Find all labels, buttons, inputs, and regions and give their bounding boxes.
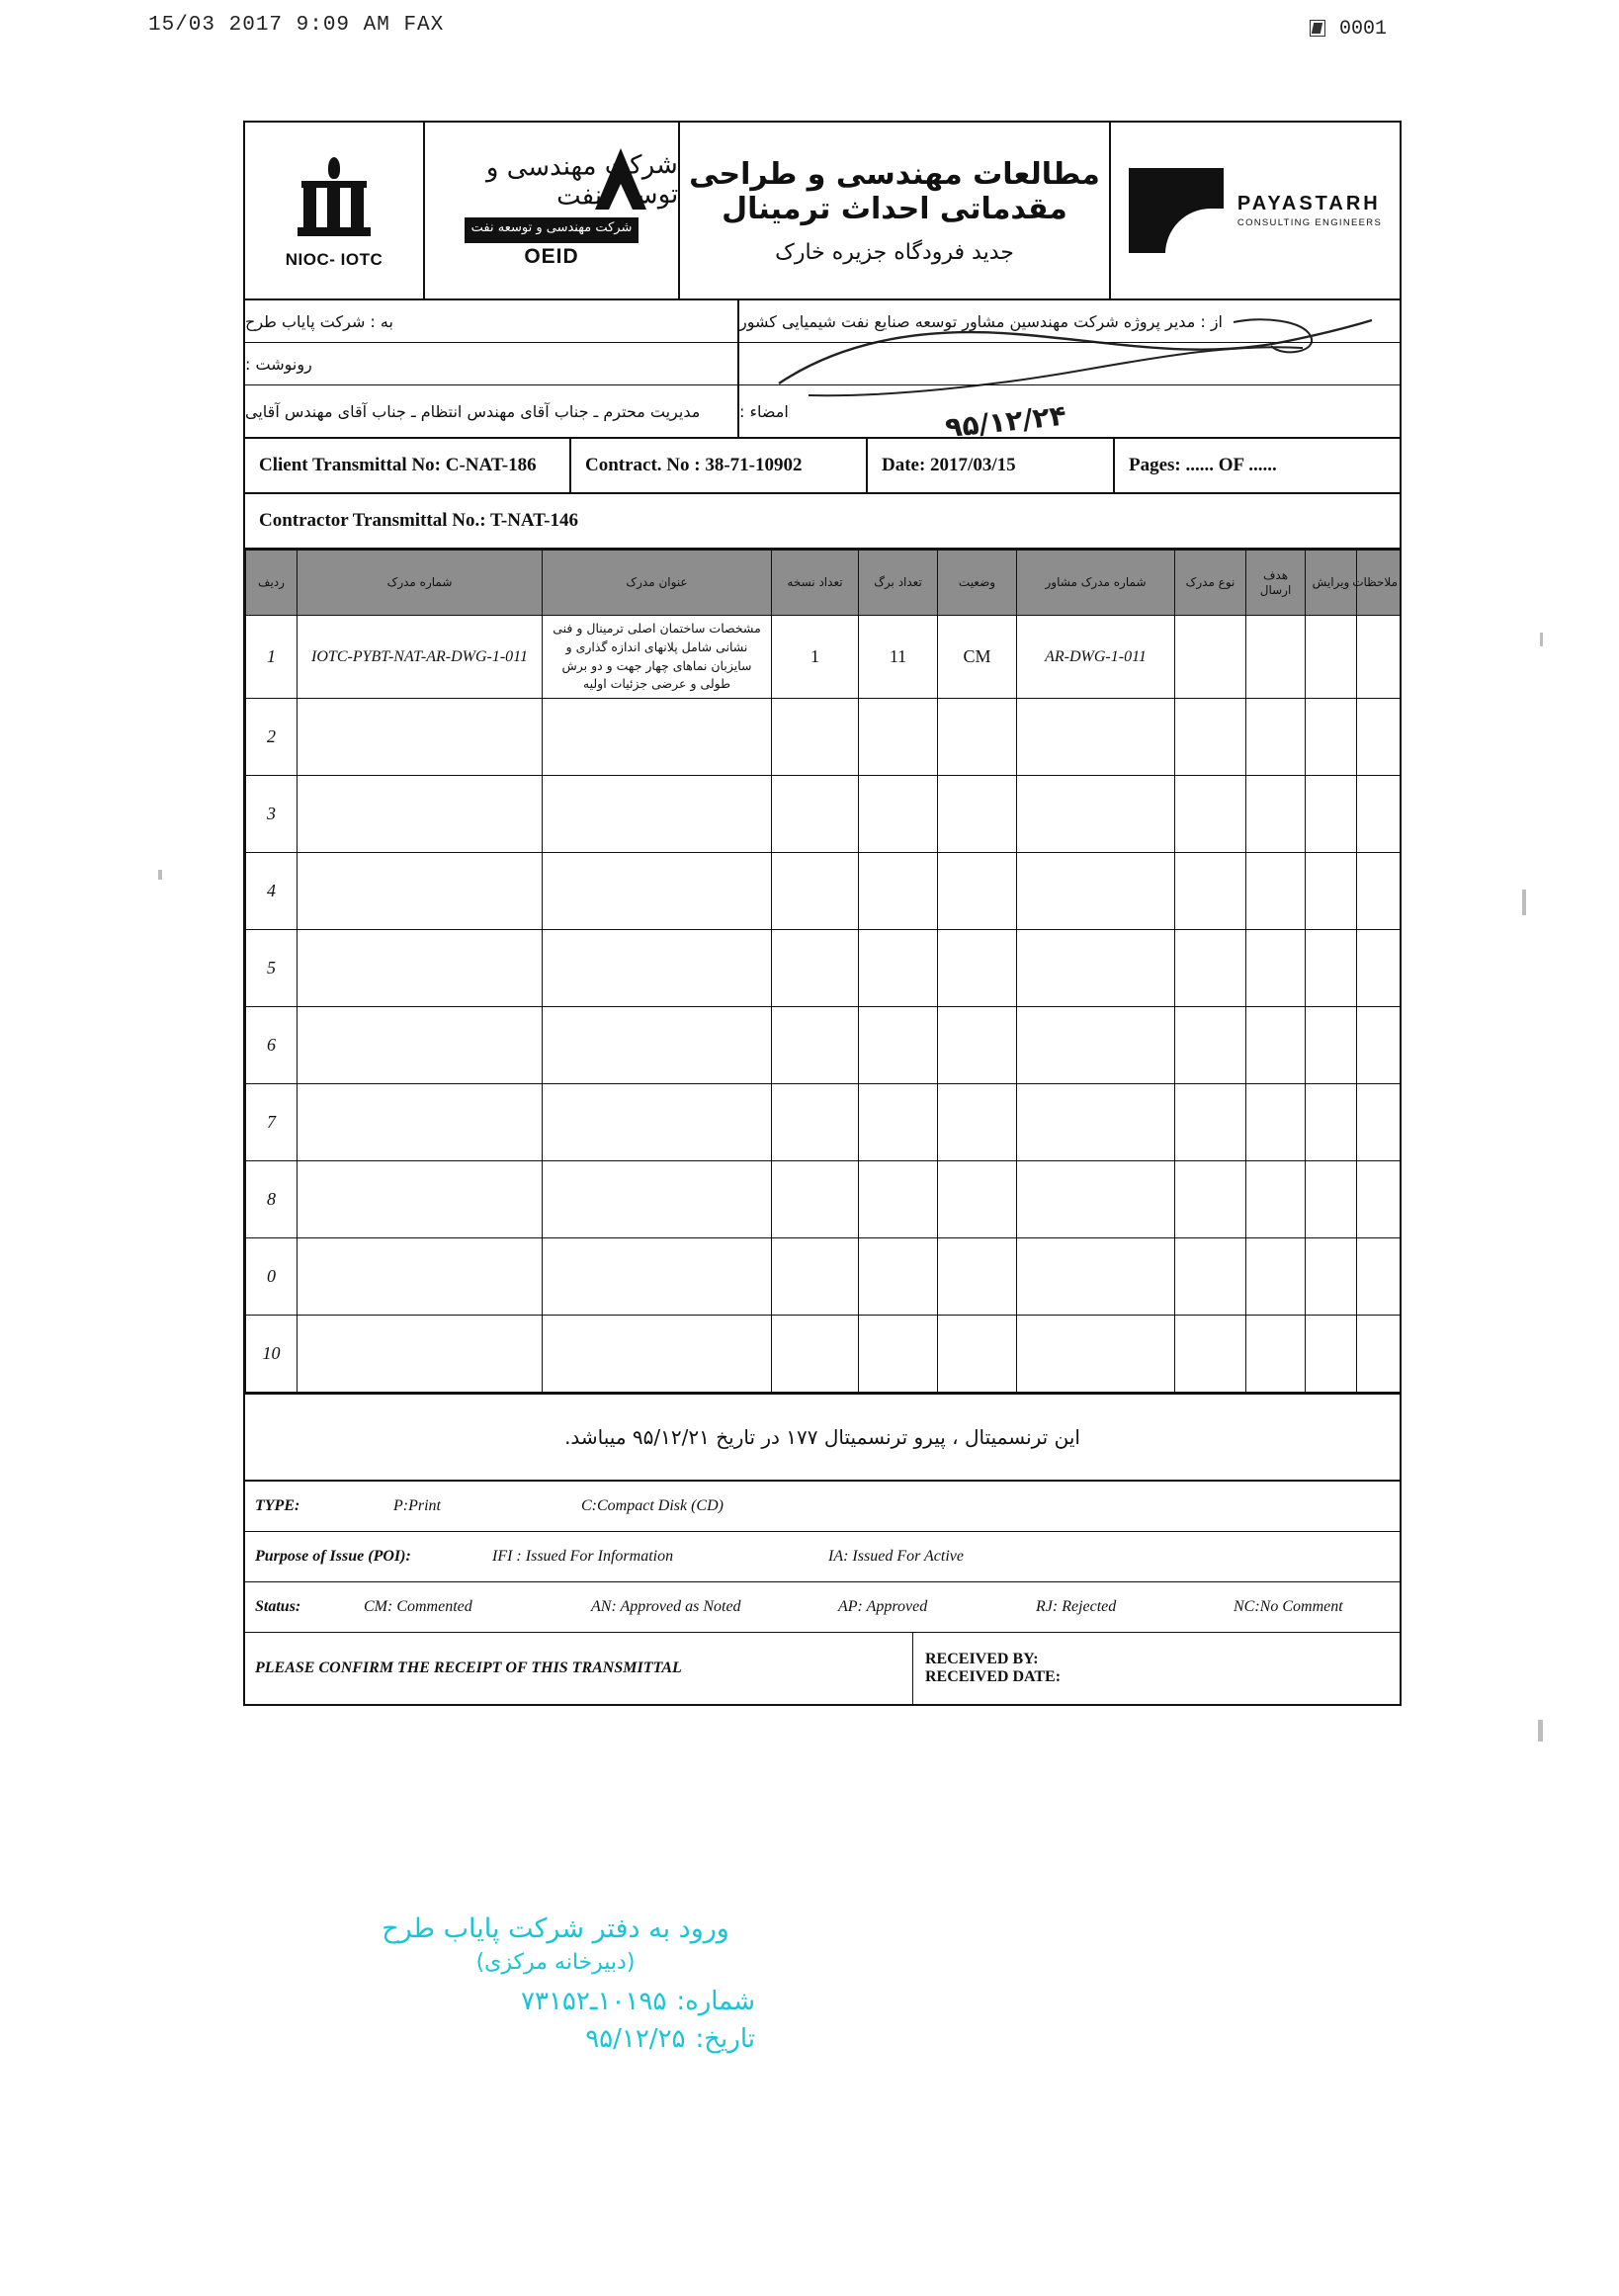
row-status bbox=[938, 1238, 1017, 1316]
row-remarks bbox=[1357, 699, 1401, 776]
scan-speck bbox=[1538, 1720, 1543, 1742]
oeid-logo-cell bbox=[425, 123, 680, 298]
payastarh-name: PAYASTARH bbox=[1236, 193, 1381, 214]
row-doc-no bbox=[298, 699, 543, 776]
legend-status-ap: AP: Approved bbox=[838, 1598, 928, 1615]
row-remarks bbox=[1357, 616, 1401, 699]
row-remarks bbox=[1357, 776, 1401, 853]
col-header-7: نوع مدرک bbox=[1175, 551, 1246, 616]
row-title bbox=[543, 1084, 772, 1161]
project-title-cell bbox=[680, 123, 1111, 298]
row-doc-no bbox=[298, 853, 543, 930]
project-title-line2: جدید فرودگاه جزیره خارک bbox=[775, 239, 1014, 265]
table-row bbox=[246, 1316, 1401, 1393]
row-consultant-doc-no bbox=[1017, 853, 1175, 930]
row-remarks bbox=[1357, 1007, 1401, 1084]
row-title bbox=[543, 699, 772, 776]
row-title bbox=[543, 1007, 772, 1084]
row-consultant-doc-no bbox=[1017, 1007, 1175, 1084]
row-copies bbox=[772, 699, 859, 776]
pages-field: Pages: ...... OF ...... bbox=[1129, 455, 1277, 475]
row-no: 6 bbox=[246, 1007, 298, 1084]
nioc-flame-logo-icon bbox=[298, 157, 371, 242]
row-status bbox=[938, 930, 1017, 1007]
legend-poi-ifi: IFI : Issued For Information bbox=[492, 1548, 674, 1565]
row-title bbox=[543, 853, 772, 930]
col-header-2: عنوان مدرک bbox=[543, 551, 772, 616]
document-footer bbox=[245, 1633, 1400, 1704]
row-doc-no: IOTC-PYBT-NAT-AR-DWG-1-011 bbox=[298, 616, 543, 699]
table-row bbox=[246, 616, 1401, 699]
row-sheets bbox=[859, 1007, 938, 1084]
row-remarks bbox=[1357, 1161, 1401, 1238]
row-remarks bbox=[1357, 1316, 1401, 1393]
row-type bbox=[1175, 1316, 1246, 1393]
confirm-receipt-text: PLEASE CONFIRM THE RECEIPT OF THIS TRANSMITTAL bbox=[245, 1633, 913, 1704]
payastarh-subtitle: CONSULTING ENGINEERS bbox=[1236, 217, 1383, 228]
row-type bbox=[1175, 930, 1246, 1007]
addressing-right bbox=[739, 300, 1400, 437]
row-poi bbox=[1246, 1084, 1306, 1161]
transmittal-date bbox=[868, 398, 1115, 492]
row-title: مشخصات ساختمان اصلی ترمینال و فنی نشانی شامل پلانهای اندازه گذاری و سایزبان نماهای چهار جهت و دو برش طولی و عرضی جزئیات اولیه bbox=[543, 616, 772, 699]
table-header-row bbox=[246, 551, 1401, 616]
row-copies bbox=[772, 930, 859, 1007]
row-sheets bbox=[859, 699, 938, 776]
legend-status-rj: RJ: Rejected bbox=[1036, 1598, 1117, 1615]
row-status bbox=[938, 1007, 1017, 1084]
table-row bbox=[246, 1238, 1401, 1316]
document-icon bbox=[1310, 20, 1325, 37]
row-poi bbox=[1246, 699, 1306, 776]
row-sheets bbox=[859, 853, 938, 930]
legend-status-label: Status: bbox=[255, 1598, 301, 1615]
row-no: 0 bbox=[246, 1238, 298, 1316]
client-transmittal-no: Client Transmittal No: C-NAT-186 bbox=[245, 439, 571, 492]
legend-type-row bbox=[245, 1482, 1400, 1532]
table-row bbox=[246, 699, 1401, 776]
row-rev bbox=[1306, 1084, 1357, 1161]
legend-type-cd: C:Compact Disk (CD) bbox=[581, 1497, 724, 1514]
row-rev bbox=[1306, 853, 1357, 930]
col-header-9: ویرایش bbox=[1306, 551, 1357, 616]
row-rev bbox=[1306, 699, 1357, 776]
row-type bbox=[1175, 853, 1246, 930]
row-sheets: 11 bbox=[859, 616, 938, 699]
row-no: 5 bbox=[246, 930, 298, 1007]
row-copies bbox=[772, 1161, 859, 1238]
row-rev bbox=[1306, 1007, 1357, 1084]
addressing-spacer-row bbox=[739, 343, 1400, 385]
row-no: 7 bbox=[246, 1084, 298, 1161]
payastarh-mark-icon bbox=[1129, 168, 1224, 253]
row-doc-no bbox=[298, 1084, 543, 1161]
row-title bbox=[543, 776, 772, 853]
legend-type-label: TYPE: bbox=[255, 1497, 300, 1514]
row-type bbox=[1175, 1161, 1246, 1238]
payastarh-logo-cell bbox=[1111, 123, 1400, 298]
row-remarks bbox=[1357, 853, 1401, 930]
row-poi bbox=[1246, 616, 1306, 699]
legend-status-an: AN: Approved as Noted bbox=[591, 1598, 741, 1615]
legend-status-cm: CM: Commented bbox=[364, 1598, 472, 1615]
row-remarks bbox=[1357, 930, 1401, 1007]
documents-table bbox=[245, 550, 1401, 1393]
reception-stamp bbox=[348, 1910, 763, 2095]
scan-speck bbox=[1540, 633, 1543, 646]
oeid-abbr: OEID bbox=[524, 245, 579, 268]
row-consultant-doc-no bbox=[1017, 1084, 1175, 1161]
row-rev bbox=[1306, 776, 1357, 853]
legend-status-row bbox=[245, 1582, 1400, 1633]
nioc-label: NIOC- IOTC bbox=[285, 250, 383, 269]
row-status bbox=[938, 699, 1017, 776]
row-doc-no bbox=[298, 1316, 543, 1393]
row-rev bbox=[1306, 616, 1357, 699]
row-copies: 1 bbox=[772, 616, 859, 699]
table-row bbox=[246, 930, 1401, 1007]
row-type bbox=[1175, 699, 1246, 776]
row-doc-no bbox=[298, 1238, 543, 1316]
row-poi bbox=[1246, 1316, 1306, 1393]
row-no: 8 bbox=[246, 1161, 298, 1238]
col-header-3: تعداد نسخه bbox=[772, 551, 859, 616]
contractor-transmittal-no: Contractor Transmittal No.: T-NAT-146 bbox=[245, 494, 1400, 550]
legend-poi-ia: IA: Issued For Active bbox=[828, 1548, 964, 1565]
row-sheets bbox=[859, 1084, 938, 1161]
row-remarks bbox=[1357, 1238, 1401, 1316]
table-row bbox=[246, 776, 1401, 853]
signature-label: امضاء : bbox=[739, 401, 789, 421]
stamp-number-label: شماره: bbox=[676, 1987, 755, 2016]
row-copies bbox=[772, 776, 859, 853]
row-doc-no bbox=[298, 776, 543, 853]
row-title bbox=[543, 1238, 772, 1316]
row-sheets bbox=[859, 930, 938, 1007]
col-header-4: تعداد برگ bbox=[859, 551, 938, 616]
row-consultant-doc-no bbox=[1017, 776, 1175, 853]
row-doc-no bbox=[298, 1161, 543, 1238]
row-poi bbox=[1246, 853, 1306, 930]
row-status: CM bbox=[938, 616, 1017, 699]
table-row bbox=[246, 1007, 1401, 1084]
row-no: 10 bbox=[246, 1316, 298, 1393]
row-no: 2 bbox=[246, 699, 298, 776]
row-copies bbox=[772, 853, 859, 930]
cc-label: رونوشت : bbox=[245, 343, 737, 385]
row-status bbox=[938, 776, 1017, 853]
document-title-band bbox=[245, 123, 1400, 300]
row-type bbox=[1175, 616, 1246, 699]
row-copies bbox=[772, 1238, 859, 1316]
transmittal-document bbox=[243, 121, 1402, 1706]
col-header-0: ردیف bbox=[246, 551, 298, 616]
row-rev bbox=[1306, 930, 1357, 1007]
legend-type-print: P:Print bbox=[393, 1497, 441, 1514]
contract-no: Contract. No : 38-71-10902 bbox=[571, 439, 868, 492]
row-title bbox=[543, 930, 772, 1007]
row-status bbox=[938, 1316, 1017, 1393]
row-remarks bbox=[1357, 1084, 1401, 1161]
handwritten-date: ۹۵/۱۲/۲۴ bbox=[943, 398, 1068, 445]
addressing-band bbox=[245, 300, 1400, 439]
stamp-date-label: تاریخ: bbox=[695, 2024, 755, 2054]
table-row bbox=[246, 853, 1401, 930]
from-label: از : مدیر پروژه شرکت مهندسین مشاور توسعه صنایع نفت شیمیایی کشور bbox=[739, 300, 1400, 343]
row-consultant-doc-no bbox=[1017, 1316, 1175, 1393]
row-copies bbox=[772, 1007, 859, 1084]
row-no: 1 bbox=[246, 616, 298, 699]
oeid-script-label: شرکت مهندسی و توسعه نفت bbox=[485, 149, 679, 212]
row-rev bbox=[1306, 1238, 1357, 1316]
to-label: به : شرکت پایاب طرح bbox=[245, 300, 737, 343]
row-poi bbox=[1246, 776, 1306, 853]
received-by-label: RECEIVED BY: bbox=[925, 1651, 1039, 1667]
table-row bbox=[246, 1161, 1401, 1238]
stamp-number-value: ۱۰۱۹۵ـ۷۳۱۵۲ bbox=[521, 1987, 667, 2016]
oeid-triangle-inner-icon bbox=[609, 184, 633, 210]
row-type bbox=[1175, 1238, 1246, 1316]
row-title bbox=[543, 1316, 772, 1393]
cc-value: مدیریت محترم ـ جناب آقای مهندس انتظام ـ جناب آقای مهندس آقایی bbox=[245, 401, 701, 421]
row-rev bbox=[1306, 1161, 1357, 1238]
stamp-date-value: ۹۵/۱۲/۲۵ bbox=[585, 2024, 686, 2054]
legend-status-nc: NC:No Comment bbox=[1234, 1598, 1343, 1615]
row-no: 4 bbox=[246, 853, 298, 930]
row-poi bbox=[1246, 1238, 1306, 1316]
col-header-6: شماره مدرک مشاور bbox=[1017, 551, 1175, 616]
scan-speck bbox=[1522, 890, 1526, 915]
row-doc-no bbox=[298, 1007, 543, 1084]
nioc-logo-cell bbox=[245, 123, 425, 298]
row-status bbox=[938, 853, 1017, 930]
row-copies bbox=[772, 1316, 859, 1393]
row-status bbox=[938, 1161, 1017, 1238]
stamp-line1: ورود به دفتر شرکت پایاب طرح bbox=[382, 1913, 729, 1944]
row-title bbox=[543, 1161, 772, 1238]
row-sheets bbox=[859, 1161, 938, 1238]
col-header-5: وضعیت bbox=[938, 551, 1017, 616]
project-title-line1: مطالعات مهندسی و طراحی مقدماتی احداث ترمینال bbox=[689, 156, 1100, 226]
col-header-8: هدف ارسال bbox=[1246, 551, 1306, 616]
received-date-label: RECEIVED DATE: bbox=[925, 1668, 1062, 1685]
oeid-blackbar bbox=[465, 217, 639, 243]
row-sheets bbox=[859, 776, 938, 853]
col-header-1: شماره مدرک bbox=[298, 551, 543, 616]
addressing-left bbox=[245, 300, 739, 437]
row-consultant-doc-no: AR-DWG-1-011 bbox=[1017, 616, 1175, 699]
stamp-line2: (دبیرخانه مرکزی) bbox=[475, 1950, 636, 1975]
scan-speck bbox=[158, 870, 162, 880]
legend-poi-label: Purpose of Issue (POI): bbox=[255, 1548, 411, 1565]
row-consultant-doc-no bbox=[1017, 930, 1175, 1007]
legend-poi-row bbox=[245, 1532, 1400, 1582]
row-type bbox=[1175, 1007, 1246, 1084]
row-sheets bbox=[859, 1316, 938, 1393]
fax-page-number: 0001 bbox=[1339, 18, 1388, 41]
fax-header-line: 15/03 2017 9:09 AM FAX bbox=[148, 14, 445, 37]
row-poi bbox=[1246, 1161, 1306, 1238]
row-copies bbox=[772, 1084, 859, 1161]
table-row bbox=[246, 1084, 1401, 1161]
row-status bbox=[938, 1084, 1017, 1161]
row-rev bbox=[1306, 1316, 1357, 1393]
row-consultant-doc-no bbox=[1017, 699, 1175, 776]
row-poi bbox=[1246, 930, 1306, 1007]
row-sheets bbox=[859, 1238, 938, 1316]
col-header-10: ملاحظات bbox=[1357, 551, 1401, 616]
transmittal-date-label: Date: 2017/03/15 bbox=[882, 455, 1016, 475]
oeid-blackbar-label: شرکت مهندسی و توسعه نفت bbox=[470, 220, 633, 235]
row-no: 3 bbox=[246, 776, 298, 853]
transmittal-note: این ترنسمیتال ، پیرو ترنسمیتال ۱۷۷ در تاریخ ۹۵/۱۲/۲۱ میباشد. bbox=[245, 1393, 1400, 1482]
row-consultant-doc-no bbox=[1017, 1238, 1175, 1316]
row-doc-no bbox=[298, 930, 543, 1007]
row-type bbox=[1175, 1084, 1246, 1161]
row-type bbox=[1175, 776, 1246, 853]
row-consultant-doc-no bbox=[1017, 1161, 1175, 1238]
row-poi bbox=[1246, 1007, 1306, 1084]
